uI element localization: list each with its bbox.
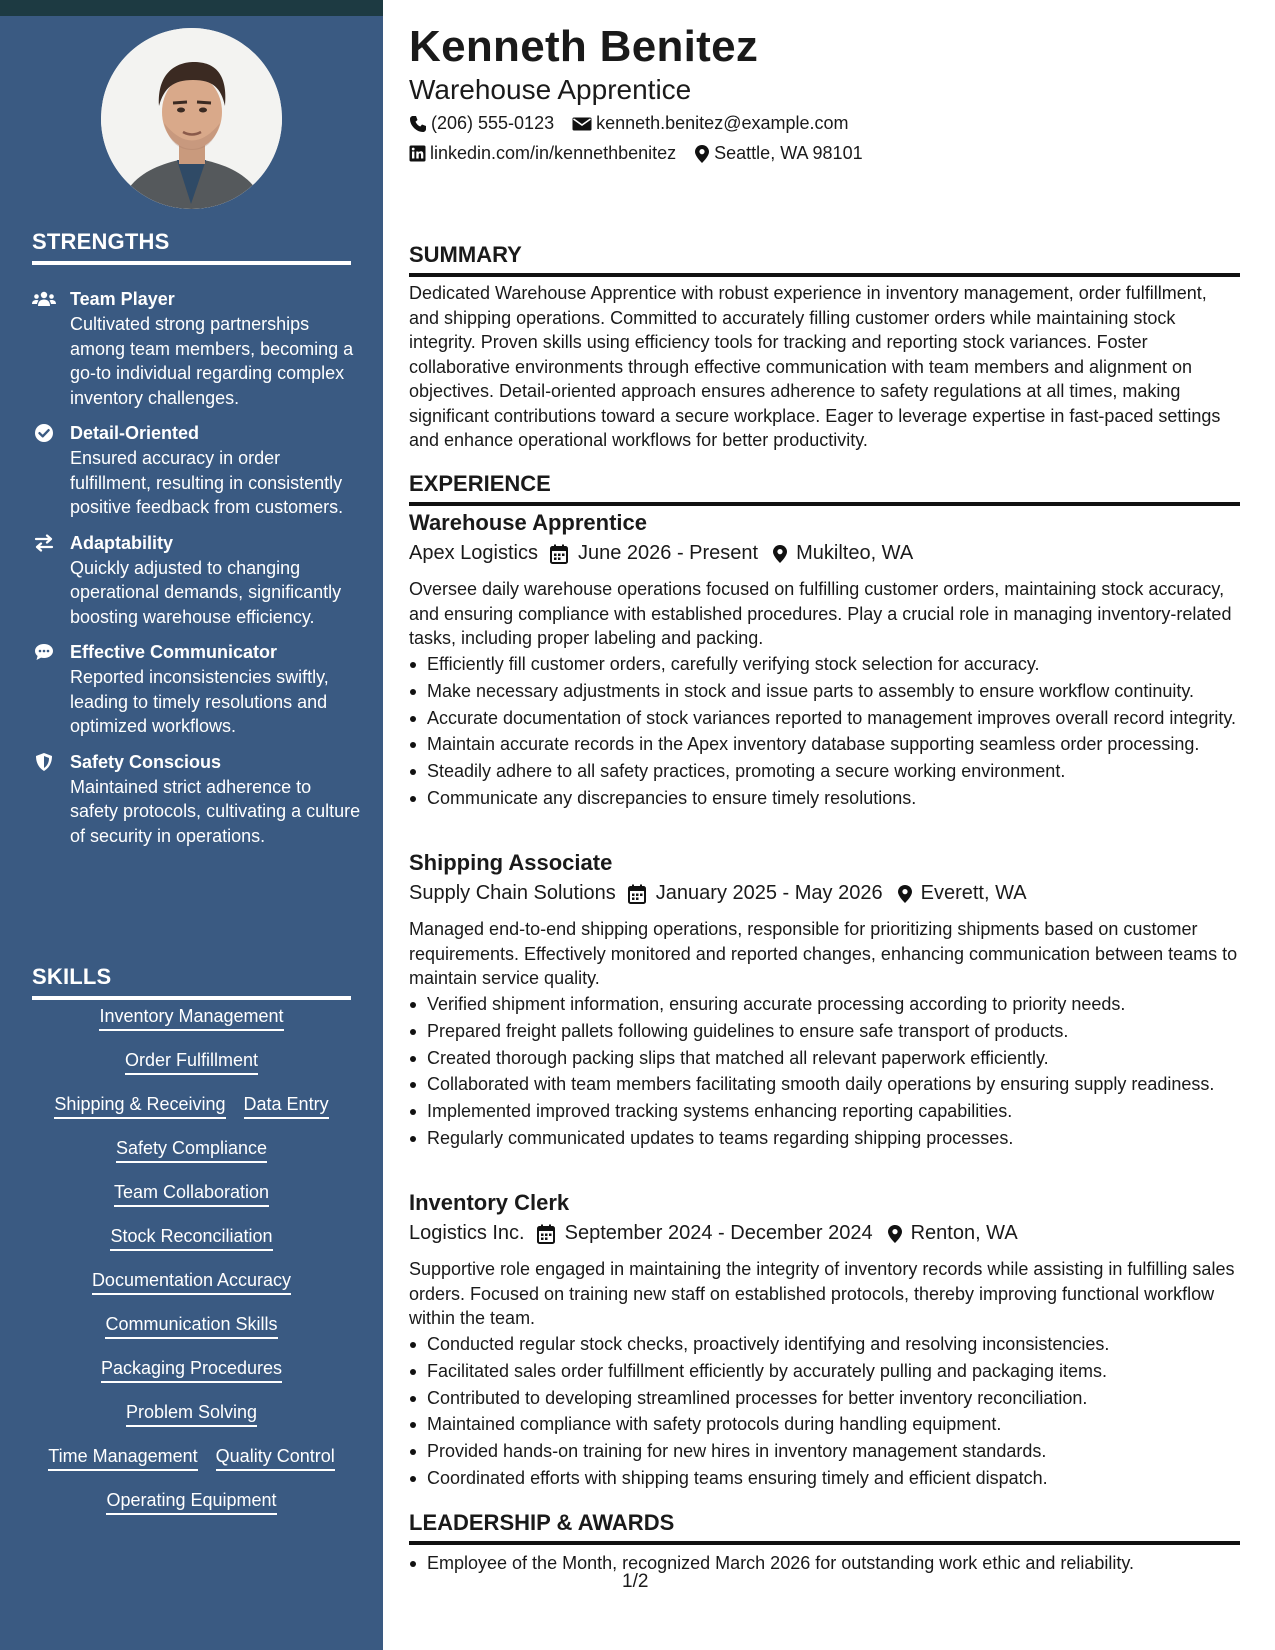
linkedin-icon	[409, 145, 426, 162]
calendar-icon	[628, 884, 646, 904]
job-bullets	[409, 1332, 1240, 1493]
job-location: Mukilteo, WA	[796, 542, 914, 564]
skill-tag: Quality Control	[216, 1444, 335, 1471]
profile-photo	[101, 28, 282, 209]
bullet-item: Verified shipment information, ensuring accurate processing according to priority needs.	[409, 992, 1240, 1016]
skill-tag: Team Collaboration	[114, 1180, 269, 1207]
phone-text: (206) 555-0123	[431, 113, 555, 133]
skill-tag: Shipping & Receiving	[54, 1092, 225, 1119]
bullet-item: Conducted regular stock checks, proactively identifying and resolving inconsistencies.	[409, 1332, 1240, 1356]
calendar-icon	[537, 1224, 555, 1244]
job-meta	[409, 542, 913, 565]
job-bullets	[409, 992, 1240, 1153]
strength-item	[32, 640, 362, 739]
bullet-item: Efficiently fill customer orders, carefully verifying stock selection for accuracy.	[409, 652, 1240, 676]
skill-tag: Operating Equipment	[106, 1488, 276, 1515]
linkedin-text: linkedin.com/in/kennethbenitez	[430, 143, 677, 163]
location-text: Seattle, WA 98101	[714, 143, 863, 163]
envelope-icon	[572, 116, 592, 132]
exchange-icon	[32, 533, 56, 553]
job-title: Shipping Associate	[409, 850, 613, 875]
skills-heading: SKILLS	[32, 964, 351, 1000]
location-contact	[694, 143, 862, 164]
strength-title: Detail-Oriented	[70, 423, 200, 443]
skill-tag: Inventory Management	[99, 1004, 283, 1031]
strength-title: Safety Conscious	[70, 751, 222, 772]
map-pin-icon	[887, 1224, 903, 1244]
bullet-item: Prepared freight pallets following guidelines to ensure safe transport of products.	[409, 1019, 1240, 1043]
job-description: Supportive role engaged in maintaining the integrity of inventory records while assisting in fulfilling sales orders. Focused on training new staff on established protocols, thereby improving functional workflow within the team.	[409, 1259, 1235, 1328]
job-meta	[409, 1222, 1018, 1245]
strengths-list	[32, 287, 362, 859]
calendar-icon	[550, 544, 568, 564]
skills-list	[32, 1004, 351, 1515]
company-name: Apex Logistics	[409, 542, 538, 564]
bullet-item: Collaborated with team members facilitating smooth daily operations by ensuring supply readiness.	[409, 1072, 1240, 1096]
strength-item	[32, 531, 362, 630]
strength-item	[32, 421, 362, 520]
sidebar	[0, 0, 383, 1650]
candidate-name: Kenneth Benitez	[409, 22, 759, 71]
strength-description: Reported inconsistencies swiftly, leading to timely resolutions and optimized workflows.	[70, 667, 329, 736]
bullet-item: Communicate any discrepancies to ensure timely resolutions.	[409, 786, 1240, 810]
strength-description: Ensured accuracy in order fulfillment, resulting in consistently positive feedback from customers.	[70, 448, 344, 517]
bullet-item: Employee of the Month, recognized March 2026 for outstanding work ethic and reliability.	[409, 1551, 1240, 1575]
company-name: Logistics Inc.	[409, 1222, 525, 1244]
strength-description: Maintained strict adherence to safety protocols, cultivating a culture of security in operations.	[70, 776, 361, 846]
job-location: Everett, WA	[920, 882, 1027, 904]
job-dates: September 2024 - December 2024	[564, 1222, 873, 1244]
company-name: Supply Chain Solutions	[409, 882, 616, 904]
bullet-item: Facilitated sales order fulfillment efficiently by accurately pulling and packaging items.	[409, 1359, 1240, 1383]
job-description: Oversee daily warehouse operations focused on fulfilling customer orders, maintaining stock accuracy, and ensuring compliance with established procedures. Play a crucial role in managing inventory-related tasks, including proper labeling and packing.	[409, 579, 1232, 648]
map-pin-icon	[897, 884, 913, 904]
skill-tag: Safety Compliance	[116, 1136, 267, 1163]
job-dates: January 2025 - May 2026	[655, 882, 883, 904]
skill-tag: Documentation Accuracy	[92, 1268, 291, 1295]
candidate-role: Warehouse Apprentice	[409, 74, 692, 105]
skill-tag: Time Management	[48, 1444, 197, 1471]
chat-icon	[32, 642, 56, 662]
strength-item	[32, 750, 362, 849]
bullet-item: Created thorough packing slips that matched all relevant paperwork efficiently.	[409, 1046, 1240, 1070]
skill-tag: Stock Reconciliation	[110, 1224, 272, 1251]
contact-row	[409, 143, 863, 164]
skill-tag: Communication Skills	[105, 1312, 277, 1339]
bullet-item: Maintain accurate records in the Apex inventory database supporting seamless order processing.	[409, 732, 1240, 756]
job-bullets	[409, 652, 1240, 813]
bullet-item: Steadily adhere to all safety practices, promoting a secure working environment.	[409, 759, 1240, 783]
phone-icon	[409, 115, 427, 133]
strengths-heading: STRENGTHS	[32, 229, 351, 265]
map-pin-icon	[694, 144, 710, 164]
skill-tag: Packaging Procedures	[101, 1356, 282, 1383]
job-title: Inventory Clerk	[409, 1190, 570, 1215]
email-contact[interactable]	[572, 113, 848, 134]
strength-title: Effective Communicator	[70, 642, 278, 662]
email-text: kenneth.benitez@example.com	[596, 113, 849, 133]
check-circle-icon	[32, 423, 56, 443]
bullet-item: Accurate documentation of stock variances reported to management improves overall record integrity.	[409, 706, 1240, 730]
summary-heading: SUMMARY	[409, 242, 1240, 277]
bullet-item: Contributed to developing streamlined processes for better inventory reconciliation.	[409, 1386, 1240, 1410]
strength-item	[32, 287, 362, 410]
page-number: 1/2	[622, 1571, 649, 1592]
map-pin-icon	[772, 544, 788, 564]
sidebar-top-bar	[0, 0, 383, 16]
skill-tag: Data Entry	[244, 1092, 329, 1119]
linkedin-contact[interactable]	[409, 143, 676, 164]
contact-row	[409, 113, 849, 134]
job-location: Renton, WA	[910, 1222, 1018, 1244]
awards-heading: LEADERSHIP & AWARDS	[409, 1510, 1240, 1545]
skill-tag: Order Fulfillment	[125, 1048, 258, 1075]
shield-icon	[32, 752, 56, 772]
strength-title: Team Player	[70, 289, 175, 309]
bullet-item: Make necessary adjustments in stock and issue parts to assembly to ensure workflow continuity.	[409, 679, 1240, 703]
bullet-item: Coordinated efforts with shipping teams ensuring timely and efficient dispatch.	[409, 1466, 1240, 1490]
skill-tag: Problem Solving	[126, 1400, 257, 1427]
experience-heading: EXPERIENCE	[409, 471, 1240, 506]
job-title: Warehouse Apprentice	[409, 510, 647, 535]
team-icon	[32, 289, 56, 309]
strength-title: Adaptability	[70, 532, 174, 553]
summary-text: Dedicated Warehouse Apprentice with robust experience in inventory management, order fulfillment, and shipping operations. Committed to accurately filling customer orders while maintaining stock integrity. Proven skills using efficiency tools for tracking and reporting stock variances. Foster collaborative environments through effective communication with team members and alignment on objectives. Detail-oriented approach ensures adherence to safety regulations at all times, making significant contributions toward a secure workplace. Eager to leverage expertise in fast-paced settings and enhance operational workflows for better productivity.	[409, 283, 1221, 450]
job-description: Managed end-to-end shipping operations, responsible for prioritizing shipments based on customer requirements. Effectively monitored and reported changes, enhancing communication between teams to maintain service quality.	[409, 919, 1238, 988]
job-meta	[409, 882, 1027, 905]
bullet-item: Maintained compliance with safety protocols during handling equipment.	[409, 1412, 1240, 1436]
strength-description: Cultivated strong partnerships among team members, becoming a go-to individual regarding complex inventory challenges.	[70, 314, 354, 408]
awards-bullets	[409, 1551, 1240, 1578]
phone-contact[interactable]	[409, 113, 554, 134]
bullet-item: Regularly communicated updates to teams regarding shipping processes.	[409, 1126, 1240, 1150]
strength-description: Quickly adjusted to changing operational demands, significantly boosting warehouse efficiency.	[70, 557, 342, 627]
bullet-item: Provided hands-on training for new hires in inventory management standards.	[409, 1439, 1240, 1463]
bullet-item: Implemented improved tracking systems enhancing reporting capabilities.	[409, 1099, 1240, 1123]
job-dates: June 2026 - Present	[577, 542, 759, 564]
